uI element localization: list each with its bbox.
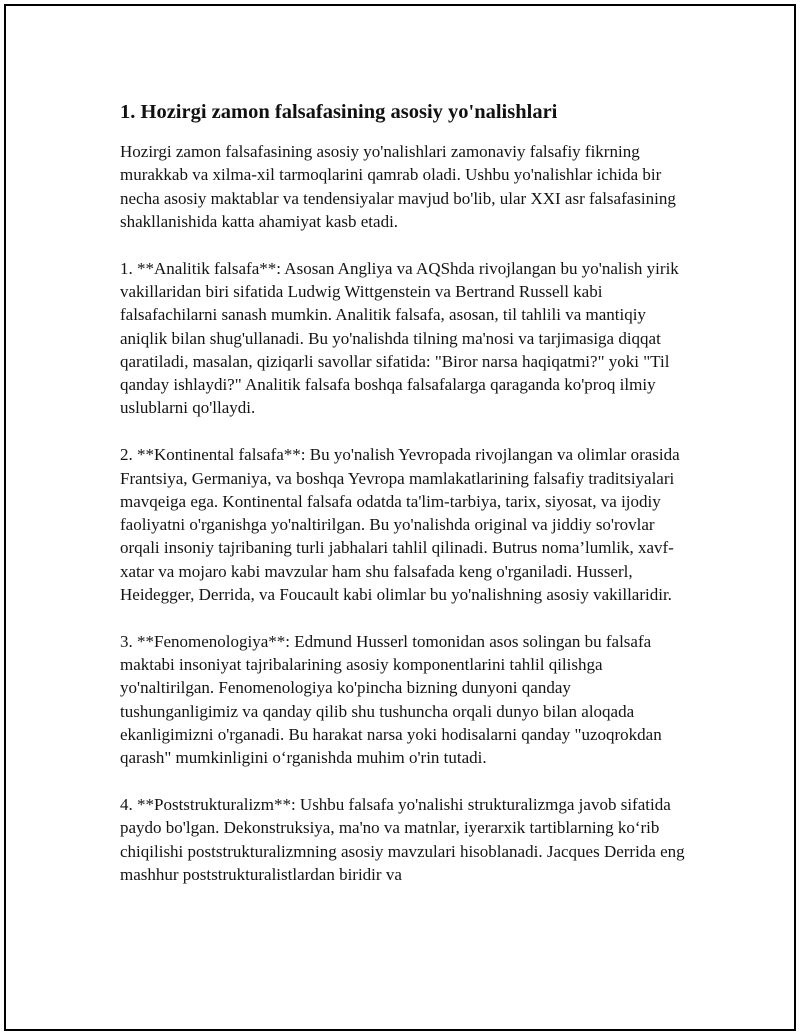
paragraph-poststrukturalizm: 4. **Poststrukturalizm**: Ushbu falsafa yo'nalishi strukturalizmga javob sifatida paydo bo'lgan. Dekonstruksiya, ma'no va matnlar, iyerarxik tartiblarning ko‘rib chiqilishi poststrukturalizmning asosiy mavzulari hisoblanadi. Jacques Derrida eng mashhur poststrukturalistlardan biridir va	[120, 795, 685, 885]
section-heading: 1. Hozirgi zamon falsafasining asosiy yo'nalishlari	[120, 101, 558, 123]
paragraph-kontinental-falsafa: 2. **Kontinental falsafa**: Bu yo'nalish Yevropada rivojlangan va olimlar orasida Frantsiya, Germaniya, va boshqa Yevropa mamlakatlarining falsafiy traditsiyalari mavqeiga ega. Kontinental falsafa odatda ta'lim-tarbiya, tarix, siyosat, va ijodiy faoliyatni o'rganishga yo'naltirilgan. Bu yo'nalishda original va jiddiy so'rovlar orqali insoniy tajribaning turli jabhalari tahlil qilinadi. Butrus noma’lumlik, xavf-xatar va mojaro kabi mavzular ham shu falsafada keng o'rganiladi. Husserl, Heidegger, Derrida, va Foucault kabi olimlar bu yo'nalishning asosiy vakillaridir.	[120, 445, 680, 605]
paragraph-fenomenologiya: 3. **Fenomenologiya**: Edmund Husserl tomonidan asos solingan bu falsafa maktabi insoniyat tajribalarining asosiy komponentlarini tahlil qilishga yo'naltirilgan. Fenomenologiya ko'pincha bizning dunyoni qanday tushunganligimiz va qanday qilib shu tushuncha orqali dunyo bilan aloqada ekanligimizni o'rganadi. Bu harakat narsa yoki hodisalarni qanday "uzoqrokdan qarash" mumkinligini o‘rganishda muhim o'rin tutadi.	[120, 631, 662, 768]
paragraph-analitik-falsafa: 1. **Analitik falsafa**: Asosan Angliya va AQShda rivojlangan bu yo'nalish yirik vakillaridan biri sifatida Ludwig Wittgenstein va Bertrand Russell kabi falsafachilarni sanash mumkin. Analitik falsafa, asosan, til tahlili va mantiqiy aniqlik bilan shug'ullanadi. Bu yo'nalishda tilning ma'nosi va tarjimasiga diqqat qaratiladi, masalan, qiziqarli savollar sifatida: "Biror narsa haqiqatmi?" yoki "Til qanday ishlaydi?" Analitik falsafa boshqa falsafalarga qaraganda ko'proq ilmiy uslublarni qo'llaydi.	[120, 258, 679, 418]
document-content	[120, 98, 690, 910]
document-page	[4, 4, 796, 1031]
intro-paragraph: Hozirgi zamon falsafasining asosiy yo'nalishlari zamonaviy falsafiy fikrning murakkab va xilma-xil tarmoqlarini qamrab oladi. Ushbu yo'nalishlar ichida bir necha asosiy maktablar va tendensiyalar mavjud bo'lib, ular XXI asr falsafasining shakllanishida katta ahamiyat kasb etadi.	[120, 142, 676, 231]
